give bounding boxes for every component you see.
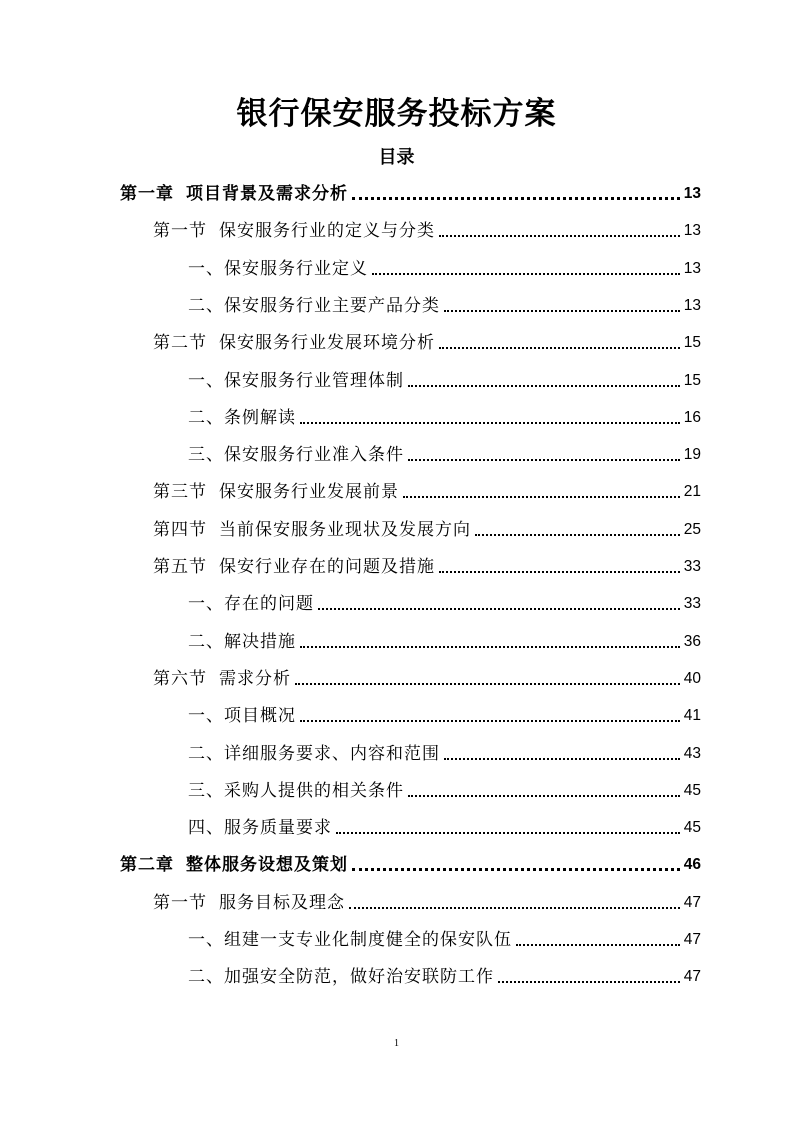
toc-entry-label	[153, 481, 399, 503]
toc-entry-text: 当前保安服务业现状及发展方向	[219, 519, 471, 540]
toc-entry-number: 一、	[188, 370, 224, 391]
toc-entry-number: 第六节	[153, 668, 207, 689]
toc-entry-number: 第一节	[153, 221, 207, 242]
toc-entry-label	[188, 370, 404, 392]
toc-entry-number: 一、	[188, 594, 224, 615]
toc-dot-leader	[318, 608, 680, 610]
toc-entry[interactable]	[153, 548, 701, 578]
toc-entry-number: 三、	[188, 445, 224, 466]
toc-entry[interactable]	[188, 623, 701, 653]
toc-entry[interactable]	[188, 362, 701, 392]
toc-entry-text: 详细服务要求、内容和范围	[224, 743, 440, 764]
toc-entry-number: 第五节	[153, 557, 207, 577]
toc-entry-text: 保安服务行业的定义与分类	[219, 221, 435, 242]
toc-entry-label	[188, 817, 332, 839]
toc-dot-leader	[444, 310, 680, 312]
toc-dot-leader	[439, 235, 680, 237]
toc-entry-label	[153, 332, 435, 354]
toc-entry-number: 第二章	[120, 855, 174, 876]
toc-dot-leader	[408, 795, 680, 797]
toc-entry-label	[188, 258, 368, 280]
toc-entry-text: 服务质量要求	[224, 818, 332, 839]
toc-entry-page: 19	[683, 446, 701, 464]
toc-entry-text: 服务目标及理念	[219, 892, 345, 913]
table-of-contents	[0, 175, 793, 995]
toc-entry-page: 47	[683, 931, 701, 948]
toc-entry-number: 二、	[188, 743, 224, 764]
toc-entry[interactable]	[120, 846, 701, 876]
toc-entry-page: 25	[683, 520, 701, 538]
toc-entry-text: 整体服务设想及策划	[186, 855, 348, 876]
toc-entry[interactable]	[153, 324, 701, 354]
toc-entry-number: 第三节	[153, 482, 207, 503]
toc-entry-label	[188, 444, 404, 466]
toc-entry[interactable]	[188, 809, 701, 839]
toc-entry-text: 加强安全防范，做好治安联防工作	[224, 967, 494, 988]
toc-entry-label	[188, 780, 404, 802]
toc-dot-leader	[300, 720, 680, 722]
toc-entry-text: 组建一支专业化制度健全的保安队伍	[224, 930, 512, 950]
toc-entry-page: 36	[683, 632, 701, 650]
toc-entry-text: 采购人提供的相关条件	[224, 780, 404, 801]
toc-entry-page: 46	[683, 856, 701, 874]
toc-entry-number: 一、	[188, 258, 224, 279]
toc-entry-label	[188, 743, 440, 765]
toc-entry-text: 保安服务行业发展环境分析	[219, 333, 435, 354]
toc-entry[interactable]	[188, 921, 701, 951]
toc-dot-leader	[403, 496, 680, 498]
toc-entry[interactable]	[153, 660, 701, 690]
toc-entry-label	[153, 668, 291, 690]
toc-entry-page: 13	[683, 185, 701, 202]
toc-entry-number: 一、	[188, 706, 224, 727]
toc-entry[interactable]	[188, 585, 701, 615]
toc-entry-text: 解决措施	[224, 631, 296, 652]
toc-entry-page: 47	[683, 968, 701, 986]
toc-entry-text: 保安服务行业准入条件	[224, 445, 404, 466]
toc-heading: 目录	[378, 147, 415, 168]
toc-dot-leader	[439, 347, 680, 349]
toc-entry-page: 16	[683, 408, 701, 426]
toc-entry-text: 保安行业存在的问题及措施	[219, 557, 435, 577]
toc-entry-label	[153, 220, 435, 242]
toc-entry-label	[188, 593, 314, 615]
toc-entry-text: 项目概况	[224, 706, 296, 727]
toc-dot-leader	[408, 385, 680, 387]
toc-entry-label	[120, 183, 348, 205]
toc-entry-page: 45	[683, 819, 701, 837]
toc-entry[interactable]	[188, 958, 701, 988]
toc-entry-label	[188, 966, 494, 988]
toc-entry[interactable]	[188, 287, 701, 317]
toc-entry-label	[188, 295, 440, 317]
toc-entry[interactable]	[188, 250, 701, 280]
toc-dot-leader	[352, 197, 680, 200]
toc-entry-number: 二、	[188, 967, 224, 988]
toc-entry[interactable]	[153, 212, 701, 242]
toc-entry-page: 13	[683, 259, 701, 277]
toc-entry-number: 二、	[188, 295, 224, 316]
toc-entry-page: 33	[683, 595, 701, 613]
toc-entry-page: 33	[683, 558, 701, 575]
toc-entry-page: 47	[683, 893, 701, 911]
toc-entry-text: 存在的问题	[224, 594, 314, 615]
toc-entry-number: 第一节	[153, 892, 207, 913]
toc-entry[interactable]	[188, 399, 701, 429]
toc-entry-number: 一、	[188, 930, 224, 950]
toc-entry-label	[153, 519, 471, 541]
toc-entry-text: 项目背景及需求分析	[186, 184, 348, 204]
toc-dot-leader	[516, 944, 680, 946]
page-number: 1	[394, 1038, 399, 1049]
toc-entry-page: 13	[683, 296, 701, 314]
document-title: 银行保安服务投标方案	[236, 96, 557, 132]
toc-entry[interactable]	[188, 772, 701, 802]
toc-entry-label	[188, 929, 512, 951]
toc-entry-number: 第一章	[120, 184, 174, 204]
toc-dot-leader	[300, 646, 680, 648]
toc-dot-leader	[439, 571, 680, 573]
toc-entry-label	[188, 705, 296, 727]
toc-dot-leader	[408, 459, 680, 461]
toc-entry-number: 第四节	[153, 519, 207, 540]
toc-dot-leader	[300, 422, 680, 424]
toc-entry-text: 需求分析	[219, 668, 291, 689]
toc-entry-number: 三、	[188, 780, 224, 801]
toc-entry-text: 条例解读	[224, 407, 296, 428]
toc-dot-leader	[475, 534, 680, 536]
toc-entry[interactable]	[153, 884, 701, 914]
toc-dot-leader	[349, 907, 680, 909]
toc-dot-leader	[372, 273, 680, 275]
toc-entry-page: 43	[683, 744, 701, 762]
toc-entry-page: 21	[683, 483, 701, 501]
toc-dot-leader	[444, 758, 680, 760]
toc-entry-text: 保安服务行业定义	[224, 258, 368, 279]
toc-dot-leader	[295, 683, 680, 685]
toc-entry[interactable]	[188, 735, 701, 765]
toc-entry-number: 二、	[188, 631, 224, 652]
toc-entry-label	[188, 631, 296, 653]
toc-entry-page: 13	[683, 222, 701, 240]
toc-entry-number: 四、	[188, 818, 224, 839]
toc-dot-leader	[336, 832, 680, 834]
toc-entry-page: 15	[683, 334, 701, 352]
toc-entry-label	[153, 892, 345, 914]
toc-entry-page: 45	[683, 781, 701, 799]
toc-entry-number: 二、	[188, 407, 224, 428]
toc-entry-text: 保安服务行业主要产品分类	[224, 295, 440, 316]
toc-entry-label	[153, 556, 435, 578]
toc-entry-page: 40	[683, 669, 701, 687]
toc-entry-number: 第二节	[153, 333, 207, 354]
toc-entry[interactable]	[188, 697, 701, 727]
toc-entry-label	[120, 854, 348, 876]
toc-entry-label	[188, 407, 296, 429]
toc-dot-leader	[498, 981, 680, 983]
toc-entry[interactable]	[120, 175, 701, 205]
toc-entry-page: 41	[683, 707, 701, 725]
toc-entry-text: 保安服务行业管理体制	[224, 370, 404, 391]
toc-entry[interactable]	[188, 436, 701, 466]
toc-entry-text: 保安服务行业发展前景	[219, 482, 399, 503]
toc-entry[interactable]	[153, 511, 701, 541]
toc-dot-leader	[352, 868, 680, 871]
toc-entry-page: 15	[683, 371, 701, 389]
toc-entry[interactable]	[153, 473, 701, 503]
